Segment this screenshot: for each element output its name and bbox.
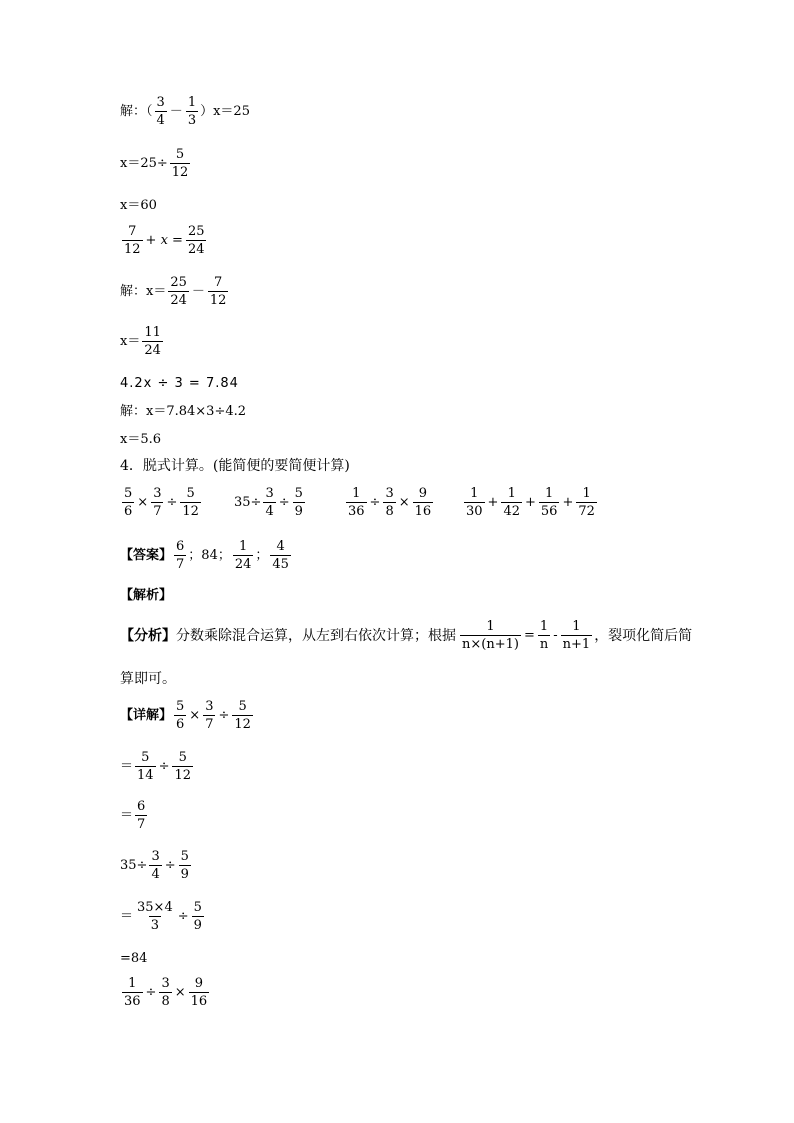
fraction <box>538 620 550 651</box>
numerator: 3 <box>265 486 274 501</box>
fraction <box>383 487 395 518</box>
denominator: 24 <box>234 557 252 572</box>
numerator: 5 <box>176 699 185 714</box>
fraction <box>232 700 253 731</box>
numerator: 9 <box>194 976 204 991</box>
detail-line <box>120 700 255 731</box>
numerator: 6 <box>137 799 146 814</box>
fraction <box>168 276 189 307</box>
fraction <box>122 487 134 518</box>
numerator: 1 <box>238 539 248 554</box>
operator: － <box>169 104 183 119</box>
line-text: 解：（ <box>120 104 153 119</box>
fraction <box>270 540 291 571</box>
numerator: 3 <box>151 849 160 864</box>
operator: ÷ <box>177 909 189 924</box>
equation-line <box>120 148 192 179</box>
denominator: 36 <box>348 504 365 519</box>
denominator: 16 <box>414 504 432 519</box>
numerator: 3 <box>205 699 214 714</box>
fraction <box>135 800 147 831</box>
numerator: 5 <box>124 486 133 501</box>
line-text: x＝25÷ <box>120 156 168 171</box>
equation-line <box>120 977 211 1008</box>
fraction <box>172 751 193 782</box>
denominator: 8 <box>161 994 170 1009</box>
fraction <box>293 487 305 518</box>
equation-line <box>120 199 157 212</box>
fraction <box>180 487 201 518</box>
operator: ÷ <box>278 495 290 510</box>
answer-label: 【答案】 <box>120 548 173 563</box>
numerator: 5 <box>186 486 195 501</box>
fraction <box>170 148 191 179</box>
denominator: 3 <box>187 113 197 128</box>
numerator: 5 <box>238 699 247 714</box>
operator: × <box>174 985 186 1000</box>
numerator: 1 <box>470 486 479 501</box>
line-text: x＝5.6 <box>120 432 162 447</box>
denominator: 9 <box>193 918 202 933</box>
fraction <box>174 700 186 731</box>
fraction <box>174 540 186 571</box>
numerator: 7 <box>128 224 137 239</box>
answer-line <box>120 540 293 571</box>
denominator: 12 <box>171 165 189 180</box>
line-text: 35÷ <box>234 495 262 510</box>
operator: + <box>525 495 536 510</box>
numerator: 5 <box>141 750 150 765</box>
fraction <box>539 487 560 518</box>
denominator: 8 <box>385 504 394 519</box>
denominator: 4 <box>265 504 274 519</box>
equation-line <box>120 751 195 782</box>
fraction <box>464 487 485 518</box>
line-text: 【解析】 <box>120 588 173 603</box>
denominator: 12 <box>234 717 251 732</box>
operator: + <box>562 495 574 510</box>
numerator: 5 <box>193 900 202 915</box>
line-text: 算即可。 <box>120 671 176 687</box>
numerator: 3 <box>161 976 170 991</box>
fraction <box>561 620 593 651</box>
denominator: 12 <box>124 242 141 257</box>
line-text: 4．脱式计算。(能简便的要简便计算) <box>120 458 350 474</box>
analysis-line <box>120 672 176 686</box>
fraction <box>192 901 204 932</box>
numerator: 1 <box>486 619 495 634</box>
operator: ÷ <box>158 759 170 774</box>
operator: + <box>487 495 499 510</box>
denominator: 24 <box>187 242 205 257</box>
denominator: 56 <box>540 504 558 519</box>
denominator: 6 <box>176 717 185 732</box>
equation-line <box>120 901 206 932</box>
numerator: 35×4 <box>137 900 173 915</box>
operator: × <box>189 708 201 723</box>
fraction <box>142 326 163 357</box>
line-text: + x = <box>145 233 183 248</box>
equation-line <box>120 952 147 965</box>
denominator: 7 <box>205 717 214 732</box>
fraction <box>346 487 367 518</box>
fraction <box>501 487 522 518</box>
numerator: 1 <box>545 486 554 501</box>
expression-d <box>462 487 599 518</box>
line-text: ＝ <box>120 909 134 924</box>
denominator: 42 <box>503 504 520 519</box>
line-text: ；84； <box>188 548 231 563</box>
fraction <box>135 901 175 932</box>
denominator: 12 <box>182 504 199 519</box>
numerator: 5 <box>294 486 303 501</box>
denominator: 14 <box>137 768 154 783</box>
operator: × <box>398 495 410 510</box>
fraction <box>208 276 229 307</box>
equation-line <box>120 276 230 307</box>
analysis-label: 【分析】 <box>120 627 176 644</box>
fraction <box>203 700 215 731</box>
expression-a <box>120 487 234 518</box>
fraction <box>122 225 143 256</box>
operator: ÷ <box>145 985 157 1000</box>
line-text: x＝ <box>120 334 141 349</box>
fraction <box>460 620 521 651</box>
line-text: =84 <box>120 951 148 966</box>
denominator: 4 <box>156 113 165 128</box>
denominator: n <box>539 637 549 652</box>
detail-label: 【详解】 <box>120 708 173 723</box>
expression-row <box>120 487 599 518</box>
operator: ÷ <box>166 495 178 510</box>
equation-line <box>120 405 246 418</box>
denominator: 12 <box>209 293 227 308</box>
numerator: 4 <box>276 539 285 554</box>
line-text: ＝ <box>120 808 134 823</box>
line-text: x＝60 <box>120 198 157 213</box>
denominator: n×(n+1) <box>462 637 519 652</box>
numerator: 3 <box>385 486 394 501</box>
analysis-heading <box>120 589 172 602</box>
expression-b <box>234 487 344 518</box>
denominator: 7 <box>176 557 185 572</box>
denominator: 45 <box>272 557 289 572</box>
equation-line <box>120 800 149 831</box>
numerator: 5 <box>178 750 187 765</box>
numerator: 7 <box>214 275 223 290</box>
denominator: 12 <box>174 768 192 783</box>
denominator: n+1 <box>562 637 591 652</box>
numerator: 1 <box>582 486 591 501</box>
equation-line <box>120 225 208 256</box>
fraction <box>576 487 597 518</box>
numerator: 3 <box>156 95 165 110</box>
operator: － <box>191 284 205 299</box>
denominator: 30 <box>466 504 483 519</box>
numerator: 5 <box>175 147 185 162</box>
numerator: 9 <box>418 486 428 501</box>
numerator: 6 <box>176 539 185 554</box>
fraction <box>151 487 163 518</box>
denominator: 7 <box>153 504 162 519</box>
fraction <box>122 977 143 1008</box>
numerator: 1 <box>539 619 549 634</box>
denominator: 24 <box>144 343 161 358</box>
operator: ÷ <box>369 495 381 510</box>
fraction <box>149 850 161 881</box>
denominator: 36 <box>124 994 141 1009</box>
denominator: 4 <box>151 867 160 882</box>
equation-line <box>120 377 239 390</box>
numerator: 1 <box>128 976 137 991</box>
denominator: 24 <box>170 293 187 308</box>
line-text: ＝ <box>120 759 134 774</box>
line-text: ，裂项化简后简 <box>594 627 693 644</box>
numerator: 1 <box>507 486 516 501</box>
equation-line <box>120 433 161 446</box>
denominator: 9 <box>294 504 303 519</box>
operator: ÷ <box>164 858 176 873</box>
fraction <box>155 96 167 127</box>
numerator: 1 <box>572 619 581 634</box>
denominator: 16 <box>190 994 208 1009</box>
operator: - <box>553 628 558 643</box>
denominator: 7 <box>137 817 146 832</box>
denominator: 72 <box>578 504 595 519</box>
denominator: 9 <box>180 867 189 882</box>
operator: ÷ <box>218 708 230 723</box>
denominator: 6 <box>124 504 133 519</box>
fraction <box>186 225 207 256</box>
equation-line <box>120 850 193 881</box>
fraction <box>413 487 434 518</box>
fraction <box>263 487 275 518</box>
line-text: 4.2x ÷ 3 = 7.84 <box>120 376 239 391</box>
fraction <box>159 977 171 1008</box>
numerator: 1 <box>187 95 197 110</box>
analysis-line <box>120 620 692 651</box>
equation-line <box>120 96 250 127</box>
line-text: ； <box>255 548 269 563</box>
equation-line <box>120 326 165 357</box>
line-text: 35÷ <box>120 858 148 873</box>
fraction <box>135 751 156 782</box>
operator: = <box>523 628 535 643</box>
numerator: 25 <box>187 224 205 239</box>
line-text: 解：x＝ <box>120 284 167 299</box>
line-text: 分数乘除混合运算，从左到右依次计算；根据 <box>176 627 456 644</box>
operator: × <box>137 495 149 510</box>
fraction <box>186 96 198 127</box>
expression-c <box>344 487 462 518</box>
denominator: 3 <box>150 918 160 933</box>
line-text: 解：x＝7.84×3÷4.2 <box>120 404 247 419</box>
numerator: 5 <box>180 849 189 864</box>
question-heading <box>120 459 350 473</box>
numerator: 11 <box>144 325 161 340</box>
numerator: 3 <box>153 486 162 501</box>
fraction <box>189 977 210 1008</box>
numerator: 25 <box>170 275 187 290</box>
line-text: ）x＝25 <box>200 104 250 119</box>
numerator: 1 <box>352 486 361 501</box>
fraction <box>179 850 191 881</box>
fraction <box>233 540 254 571</box>
